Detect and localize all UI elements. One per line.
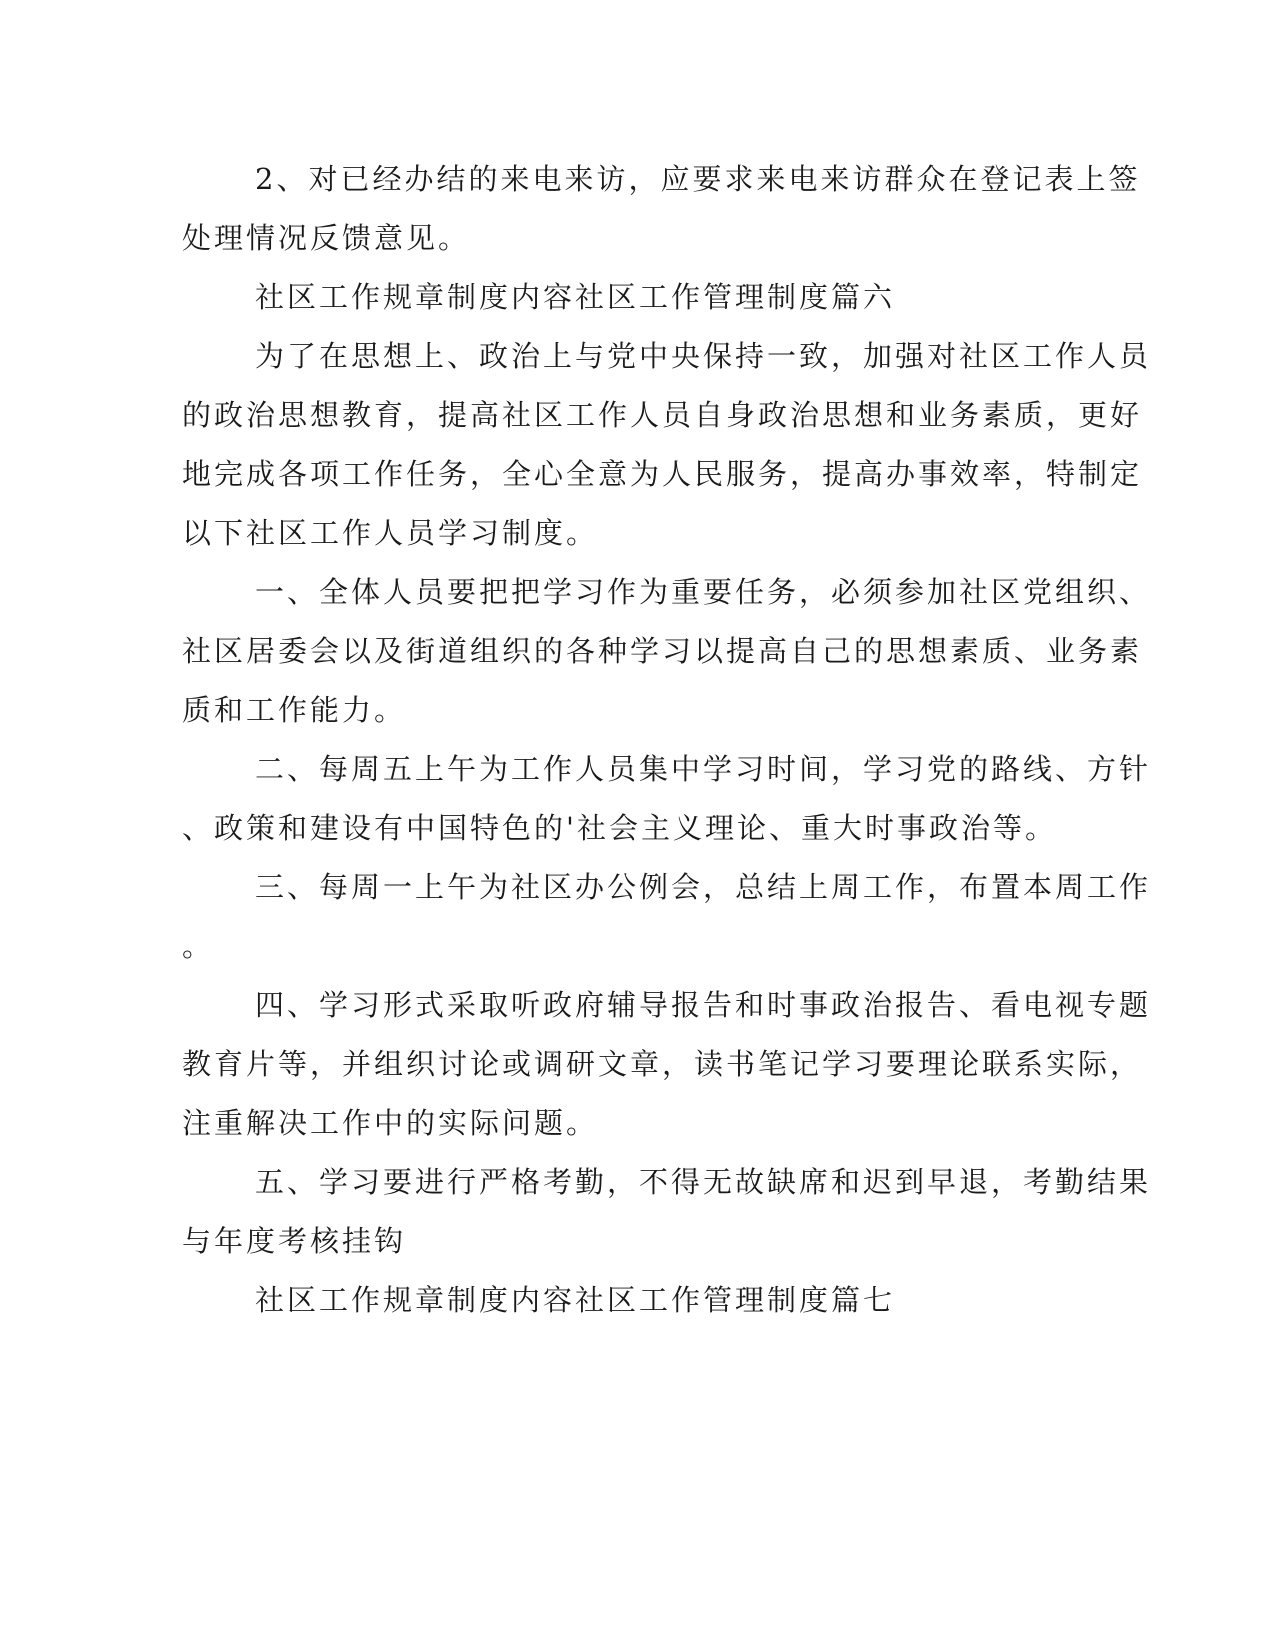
section-heading-part-6	[182, 268, 1032, 327]
paragraph-rule-four	[182, 976, 1152, 1153]
paragraph-item-2	[182, 150, 1141, 268]
text-line: 三、每周一上午为社区办公例会，总结上周工作，布置本周工作	[255, 870, 1152, 904]
heading-line: 社区工作规章制度内容社区工作管理制度篇七	[255, 1283, 896, 1317]
paragraph-rule-five	[182, 1153, 1152, 1271]
paragraph-intro	[182, 327, 1152, 563]
text-line: 二、每周五上午为工作人员集中学习时间，学习党的路线、方针	[255, 752, 1152, 786]
text-line: 教育片等，并组织讨论或调研文章，读书笔记学习要理论联系实际，	[182, 1047, 1143, 1081]
text-line: 与年度考核挂钩	[182, 1224, 407, 1258]
paragraph-rule-two	[182, 740, 1152, 858]
paragraph-rule-three	[182, 858, 1152, 976]
text-line: 2、对已经办结的来电来访，应要求来电来访群众在登记表上签	[255, 162, 1141, 196]
text-line: 社区居委会以及街道组织的各种学习以提高自己的思想素质、业务素	[182, 634, 1143, 668]
text-line: 一、全体人员要把把学习作为重要任务，必须参加社区党组织、	[255, 575, 1152, 609]
text-line: 处理情况反馈意见。	[182, 221, 471, 255]
text-line: 注重解决工作中的实际问题。	[182, 1106, 599, 1140]
section-heading-part-7	[182, 1271, 1032, 1330]
text-line: 五、学习要进行严格考勤，不得无故缺席和迟到早退，考勤结果	[255, 1165, 1152, 1199]
document-body	[182, 150, 1152, 1330]
paragraph-rule-one	[182, 563, 1152, 740]
heading-line: 社区工作规章制度内容社区工作管理制度篇六	[255, 280, 896, 314]
text-line: 、政策和建设有中国特色的'社会主义理论、重大时事政治等。	[182, 811, 1057, 845]
text-line: 地完成各项工作任务，全心全意为人民服务，提高办事效率，特制定	[182, 457, 1143, 491]
text-line: 为了在思想上、政治上与党中央保持一致，加强对社区工作人员	[255, 339, 1152, 373]
text-line: 以下社区工作人员学习制度。	[182, 516, 599, 550]
text-line: 质和工作能力。	[182, 693, 407, 727]
text-line: 。	[182, 929, 215, 963]
text-line: 的政治思想教育，提高社区工作人员自身政治思想和业务素质，更好	[182, 398, 1143, 432]
text-line: 四、学习形式采取听政府辅导报告和时事政治报告、看电视专题	[255, 988, 1152, 1022]
